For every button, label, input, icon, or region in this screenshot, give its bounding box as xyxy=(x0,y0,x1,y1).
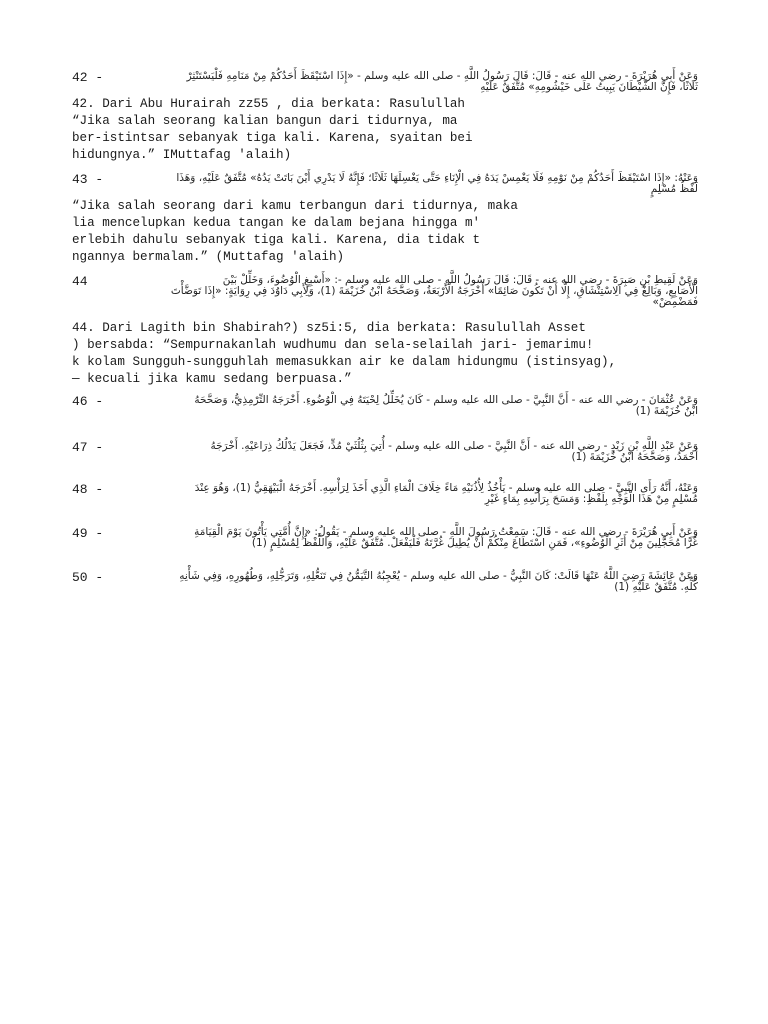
arabic-line: ثَلَاثًا، فَإِنَّ الشَّيْطَانَ يَبِيتُ عَلَى خَيْشُومِهِ» مُتَّفَقٌ عَلَيْهِ xyxy=(480,81,698,93)
arabic-line: وَعَنْ لَقِيطِ بْنِ صَبِرَةَ - رضي الله عنه - قَالَ: قَالَ رَسُولُ اللَّهِ - صلى الله عليه وسلم -: «أَسْبِغِ الْوُضُوءَ، وَخَلِّلْ بَيْنَ xyxy=(222,274,698,286)
arabic-text-block xyxy=(72,172,698,198)
arabic-line: وَعَنْ عَبْدِ اللَّهِ بْنِ زَيْدٍ - رضي الله عنه - أَنَّ النَّبِيَّ - صلى الله عليه وسلم - أُتِيَ بِثُلُثَيْ مُدٍّ، فَجَعَلَ يَدْلُكُ ذِرَاعَيْهِ. أَخْرَجَهُ xyxy=(210,440,698,452)
arabic-text-block xyxy=(72,482,698,508)
hadith-entry-44 xyxy=(72,274,698,388)
hadith-number: 47 - xyxy=(72,440,104,455)
arabic-line: ابْنُ خُزَيْمَةَ (1) xyxy=(635,405,698,417)
translation-line: hidungnya.” IMuttafag 'alaih) xyxy=(72,148,292,162)
hadith-number: 46 - xyxy=(72,394,104,409)
translation-line: “Jika salah seorang dari kamu terbangun dari tidurnya, maka xyxy=(72,199,518,213)
hadith-entry-46 xyxy=(72,394,698,420)
hadith-number: 49 - xyxy=(72,526,104,541)
arabic-line: فَمَضْمِضْ» xyxy=(652,296,698,308)
hadith-number: 50 - xyxy=(72,570,104,585)
hadith-entry-42 xyxy=(72,70,698,164)
arabic-line: مُسْلِمٍ مِنْ هَذَا الْوَجْهِ بِلَفْظِ: وَمَسَحَ بِرَأْسِهِ بِمَاءٍ غَيْرِ xyxy=(484,493,698,505)
arabic-line: وَعَنْ أَبِي هُرَيْرَةَ - رضي الله عنه - قَالَ: قَالَ رَسُولُ اللَّهِ - صلى الله عليه وسلم - «إِذَا اسْتَيْقَظَ أَحَدُكُمْ مِنْ مَنَامِهِ فَلْيَسْتَنْثِرْ xyxy=(186,70,698,82)
hadith-number: 43 - xyxy=(72,172,104,187)
translation-line: ngannya bermalam.” (Muttafag 'alaih) xyxy=(72,250,345,264)
translation-line: ber-istintsar sebanyak tiga kali. Karena, syaitan bei xyxy=(72,131,473,145)
hadith-number: 42 - xyxy=(72,70,104,85)
arabic-text-block xyxy=(72,440,698,466)
hadith-entry-48 xyxy=(72,482,698,508)
arabic-line: أَحْمَدُ، وَصَحَّحَهُ ابْنُ خُزَيْمَةَ (1) xyxy=(571,451,698,463)
arabic-text-block xyxy=(72,70,698,96)
arabic-line: وَعَنْ عَائِشَةَ رَضِيَ اللَّهُ عَنْهَا قَالَتْ: كَانَ النَّبِيُّ - صلى الله عليه وسلم - يُعْجِبُهُ التَّيَمُّنُ فِي تَنَعُّلِهِ، وَتَرَجُّلِهِ، وَطُهُورِهِ، وَفِي شَأْنِهِ xyxy=(179,570,698,582)
translation-line: — kecuali jika kamu sedang berpuasa.” xyxy=(72,372,352,386)
hadith-entry-43 xyxy=(72,172,698,266)
arabic-line: وَعَنْ عُثْمَانَ - رضي الله عنه - أَنَّ النَّبِيَّ - صلى الله عليه وسلم - كَانَ يُخَلِّلُ لِحْيَتَهُ فِي الْوُضُوءِ. أَخْرَجَهُ التِّرْمِذِيُّ، وَصَحَّحَهُ xyxy=(194,394,698,406)
translation-line: “Jika salah seorang kalian bangun dari tidurnya, ma xyxy=(72,114,458,128)
translation-line: lia mencelupkan kedua tangan ke dalam bejana hingga m' xyxy=(72,216,481,230)
hadith-number: 48 - xyxy=(72,482,104,497)
hadith-number: 44 xyxy=(72,274,88,289)
translation-line: erlebih dahulu sebanyak tiga kali. Karena, dia tidak t xyxy=(72,233,481,247)
arabic-text-block xyxy=(72,570,698,596)
arabic-line: وَعَنْهُ، أَنَّهُ رَأَى النَّبِيَّ - صلى الله عليه وسلم - يَأْخُذُ لِأُذُنَيْهِ مَاءً خِلَافَ الْمَاءِ الَّذِي أَخَذَ لِرَأْسِهِ. أَخْرَجَهُ الْبَيْهَقِيُّ (1)، وَهُوَ عِنْدَ xyxy=(194,482,698,494)
arabic-line: وَعَنْهُ: «إِذَا اسْتَيْقَظَ أَحَدُكُمْ مِنْ نَوْمِهِ فَلَا يَغْمِسْ يَدَهُ فِي الْإِنَاءِ حَتَّى يَغْسِلَهَا ثَلَاثًا؛ فَإِنَّهُ لَا يَدْرِي أَيْنَ بَاتَتْ يَدُهُ» مُتَّفَقٌ عَلَيْهِ، وَهَذَا xyxy=(176,172,698,184)
arabic-line: الْأَصَابِعِ، وَبَالِغْ فِي الِاسْتِنْشَاقِ، إِلَّا أَنْ تَكُونَ صَائِمًا» أَخْرَجَهُ الْأَرْبَعَةُ، وَصَحَّحَهُ ابْنُ خُزَيْمَةَ (1)، وَلِأَبِي دَاوُدَ فِي رِوَايَةٍ: «إِذَا تَوَضَّأْتَ xyxy=(170,285,698,297)
hadith-entry-49 xyxy=(72,526,698,552)
arabic-line: غُرًّا مُحَجَّلِينَ مِنْ أَثَرِ الْوُضُوءِ»، فَمَنِ اسْتَطَاعَ مِنْكُمْ أَنْ يُطِيلَ غُرَّتَهُ فَلْيَفْعَلْ. مُتَّفَقٌ عَلَيْهِ، وَاللَّفْظُ لِمُسْلِمٍ (1) xyxy=(251,537,698,549)
arabic-text-block xyxy=(72,274,698,320)
translation-line: ) bersabda: “Sempurnakanlah wudhumu dan sela-selailah jari- jemarimu! xyxy=(72,338,594,352)
hadith-entry-50 xyxy=(72,570,698,596)
arabic-text-block xyxy=(72,394,698,420)
arabic-text-block xyxy=(72,526,698,552)
translation-line: 44. Dari Lagith bin Shabirah?) sz5i:5, dia berkata: Rasulullah Asset xyxy=(72,321,586,335)
arabic-line: لَفْظُ مُسْلِمٍ xyxy=(650,183,698,195)
translation-line: k kolam Sungguh-sungguhlah memasukkan air ke dalam hidungmu (istinsyag), xyxy=(72,355,617,369)
arabic-line: وَعَنْ أَبِي هُرَيْرَةَ - رضي الله عنه - قَالَ: سَمِعْتُ رَسُولَ اللَّهِ - صلى الله عليه وسلم - يَقُولُ: «إِنَّ أُمَّتِي يَأْتُونَ يَوْمَ الْقِيَامَةِ xyxy=(194,526,698,538)
arabic-line: كُلِّهِ. مُتَّفَقٌ عَلَيْهِ (1) xyxy=(614,581,698,593)
hadith-entry-47 xyxy=(72,440,698,466)
translation-line: 42. Dari Abu Hurairah zz55 , dia berkata: Rasulullah xyxy=(72,97,465,111)
